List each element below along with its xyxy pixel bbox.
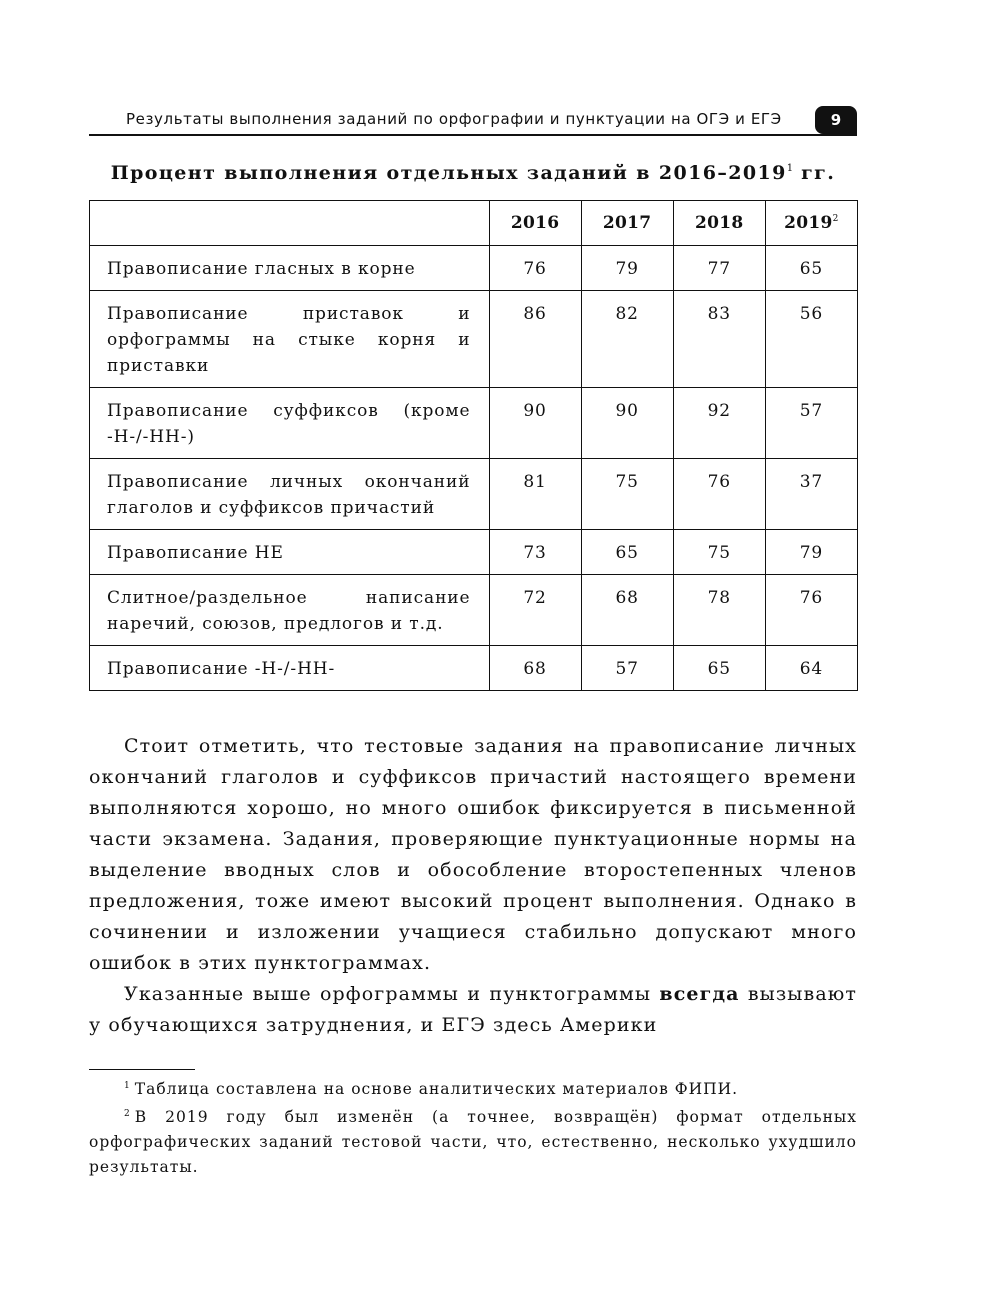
- table-cell: 75: [673, 530, 765, 575]
- table-row: [90, 459, 858, 530]
- table-cell: 77: [673, 246, 765, 291]
- table-row: [90, 646, 858, 691]
- table-cell: 72: [489, 575, 581, 646]
- footnote-mark: 1: [124, 1081, 131, 1091]
- table-cell: 90: [581, 388, 673, 459]
- table-cell: 92: [673, 388, 765, 459]
- table-title-text: Процент выполнения отдельных заданий в 2016–2019: [110, 162, 787, 184]
- table-cell: 81: [489, 459, 581, 530]
- table-cell: 37: [765, 459, 857, 530]
- table-title-suffix: гг.: [793, 162, 836, 184]
- table-title: [89, 162, 857, 184]
- table-header-row: [90, 201, 858, 246]
- table-row: [90, 388, 858, 459]
- row-label: Правописание -Н-/-НН-: [90, 646, 490, 691]
- column-header: [765, 201, 857, 246]
- footnote-divider: [89, 1069, 195, 1070]
- column-header-label: 2017: [602, 213, 652, 233]
- running-header-title: Результаты выполнения заданий по орфографии и пунктуации на ОГЭ и ЕГЭ: [126, 110, 782, 128]
- table-cell: 78: [673, 575, 765, 646]
- table-row: [90, 575, 858, 646]
- table-cell: 64: [765, 646, 857, 691]
- table-cell: 86: [489, 291, 581, 388]
- column-header-label: 2019: [784, 213, 833, 233]
- table-cell: 82: [581, 291, 673, 388]
- footnote-mark: 2: [124, 1109, 131, 1119]
- row-label: Правописание личных окончаний глаголов и суффиксов причастий: [90, 459, 490, 530]
- column-header: [489, 201, 581, 246]
- results-table: [89, 200, 858, 691]
- table-row: [90, 291, 858, 388]
- body-paragraph: Стоит отметить, что тестовые задания на правописание личных окончаний глаголов и суффиксов причастий настоящего времени выполняются хорошо, но много ошибок фиксируется в письменной части экзамена. Задания, проверяющие пунктуационные нормы на выделение вводных слов и обособление второстепенных членов предложения, тоже имеют высокий процент выполнения. Однако в сочинении и изложении учащиеся стабильно допускают много ошибок в этих пунктограммах.: [89, 735, 857, 974]
- table-cell: 57: [581, 646, 673, 691]
- row-label: Слитное/раздельное написание наречий, союзов, предлогов и т.д.: [90, 575, 490, 646]
- footnote: [89, 1102, 857, 1180]
- body-text: [89, 731, 857, 1041]
- table-cell: 73: [489, 530, 581, 575]
- table-cell: 65: [673, 646, 765, 691]
- header-empty-cell: [90, 201, 490, 246]
- column-header: [673, 201, 765, 246]
- body-paragraph: Указанные выше орфограммы и пунктограммы всегда вызывают у обучающихся затруднения, и ЕГЭ здесь Америки: [89, 983, 858, 1036]
- table-cell: 56: [765, 291, 857, 388]
- table-cell: 68: [581, 575, 673, 646]
- table-cell: 65: [765, 246, 857, 291]
- row-label: Правописание суффиксов (кроме -Н-/-НН-): [90, 388, 490, 459]
- footnote-text: В 2019 году был изменён (а точнее, возвращён) формат отдельных орфографических заданий тестовой части, что, естественно, несколько ухудшило результаты.: [89, 1108, 857, 1176]
- page-number-badge: 9: [815, 106, 857, 134]
- row-label: Правописание гласных в корне: [90, 246, 490, 291]
- table-cell: 79: [581, 246, 673, 291]
- footnotes: [89, 1074, 857, 1180]
- table-cell: 68: [489, 646, 581, 691]
- table-cell: 76: [489, 246, 581, 291]
- table-cell: 90: [489, 388, 581, 459]
- table-row: [90, 246, 858, 291]
- footnote-ref-1: 1: [786, 163, 794, 174]
- column-header-label: 2016: [510, 213, 560, 233]
- table-cell: 76: [673, 459, 765, 530]
- table-cell: 83: [673, 291, 765, 388]
- row-label: Правописание приставок и орфограммы на стыке корня и приставки: [90, 291, 490, 388]
- footnote: [89, 1074, 857, 1102]
- table-cell: 79: [765, 530, 857, 575]
- table-cell: 57: [765, 388, 857, 459]
- table-cell: 76: [765, 575, 857, 646]
- footnote-text: Таблица составлена на основе аналитических материалов ФИПИ.: [134, 1080, 739, 1098]
- column-header-label: 2018: [695, 213, 744, 233]
- footnote-ref-2: 2: [832, 214, 839, 224]
- table-cell: 65: [581, 530, 673, 575]
- column-header: [581, 201, 673, 246]
- table-cell: 75: [581, 459, 673, 530]
- row-label: Правописание НЕ: [90, 530, 490, 575]
- table-row: [90, 530, 858, 575]
- running-header: [89, 104, 857, 136]
- emphasis-text: всегда: [659, 983, 740, 1005]
